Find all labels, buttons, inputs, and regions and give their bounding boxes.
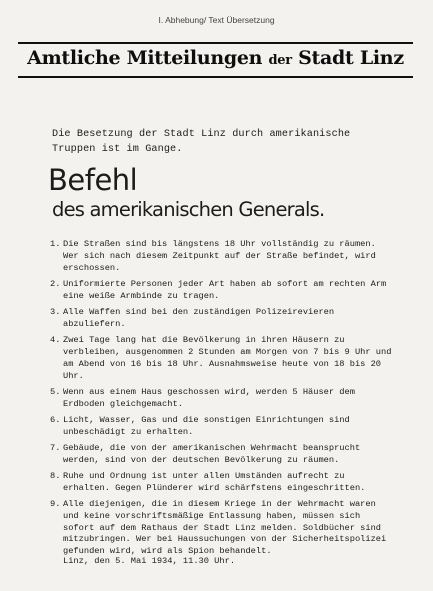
order-text: Gebäude, die von der amerikanischen Wehrmacht beansprucht werden, sind von der deutschen Bevölkerung zu räumen.	[63, 442, 361, 465]
order-number: 5.	[50, 386, 61, 397]
order-item	[50, 279, 394, 303]
masthead-title: Amtliche Mitteilungen	[27, 47, 263, 69]
masthead-rule-top	[18, 42, 413, 44]
order-text: Ruhe und Ordnung ist unter allen Umständen aufrecht zu erhalten. Gegen Plünderer wird schärfstens eingeschritten.	[63, 470, 366, 493]
order-number: 9.	[50, 498, 61, 509]
order-item	[50, 387, 394, 411]
masthead-connector: der	[268, 53, 292, 68]
date-line: Linz, den 5. Mai 1934, 11.30 Uhr.	[63, 556, 236, 566]
order-text: Uniformierte Personen jeder Art haben ab sofort am rechten Arm eine weiße Armbinde zu tragen.	[63, 278, 387, 301]
heading-general: des amerikanischen Generals.	[52, 198, 325, 221]
order-text: Die Straßen sind bis längstens 18 Uhr vollständig zu räumen. Wer sich nach diesem Zeitpunkt auf der Straße befindet, wird erschossen.	[63, 239, 376, 273]
order-number: 7.	[50, 442, 61, 453]
order-number: 4.	[50, 334, 61, 345]
order-item	[50, 415, 394, 439]
order-number: 3.	[50, 306, 61, 317]
orders-list	[50, 239, 394, 562]
top-annotation: I. Abhebung/ Text Übersetzung	[158, 15, 275, 25]
order-item	[50, 471, 394, 495]
order-item	[50, 239, 394, 275]
masthead-rule-bottom	[18, 76, 413, 78]
masthead	[18, 47, 413, 69]
order-item	[50, 335, 394, 383]
intro-text: Die Besetzung der Stadt Linz durch amerikanische Truppen ist im Gange.	[52, 129, 351, 155]
order-text: Zwei Tage lang hat die Bevölkerung in ihren Häusern zu verbleiben, ausgenommen 2 Stunden am Morgen von 7 bis 9 Uhr und am Abend von 16 bis 18 Uhr. Ausnahmsweise heute von 18 bis 20 Uhr.	[63, 334, 392, 381]
order-number: 8.	[50, 470, 61, 481]
order-number: 2.	[50, 278, 61, 289]
masthead-city: Stadt Linz	[298, 47, 404, 69]
order-item	[50, 499, 394, 559]
order-number: 1.	[50, 239, 61, 249]
order-number: 6.	[50, 414, 61, 425]
order-text: Alle diejenigen, die in diesem Kriege in der Wehrmacht waren und keine vorschriftsmäßige Entlassung haben, müssen sich sofort auf dem Rathaus der Stadt Linz melden. Soldbücher sind mitzubringen. Wer bei Haussuchungen von der Sicherheitspolizei gefunden wird, wird als Spion behandelt.	[63, 498, 387, 557]
order-text: Wenn aus einem Haus geschossen wird, werden 5 Häuser dem Erdboden gleichgemacht.	[63, 386, 355, 409]
order-text: Alle Waffen sind bei den zuständigen Polizeirevieren abzuliefern.	[63, 306, 335, 329]
heading-befehl: Befehl	[48, 163, 138, 197]
order-text: Licht, Wasser, Gas und die sonstigen Einrichtungen sind unbeschädigt zu erhalten.	[63, 414, 350, 437]
order-item	[50, 443, 394, 467]
order-item	[50, 307, 394, 331]
